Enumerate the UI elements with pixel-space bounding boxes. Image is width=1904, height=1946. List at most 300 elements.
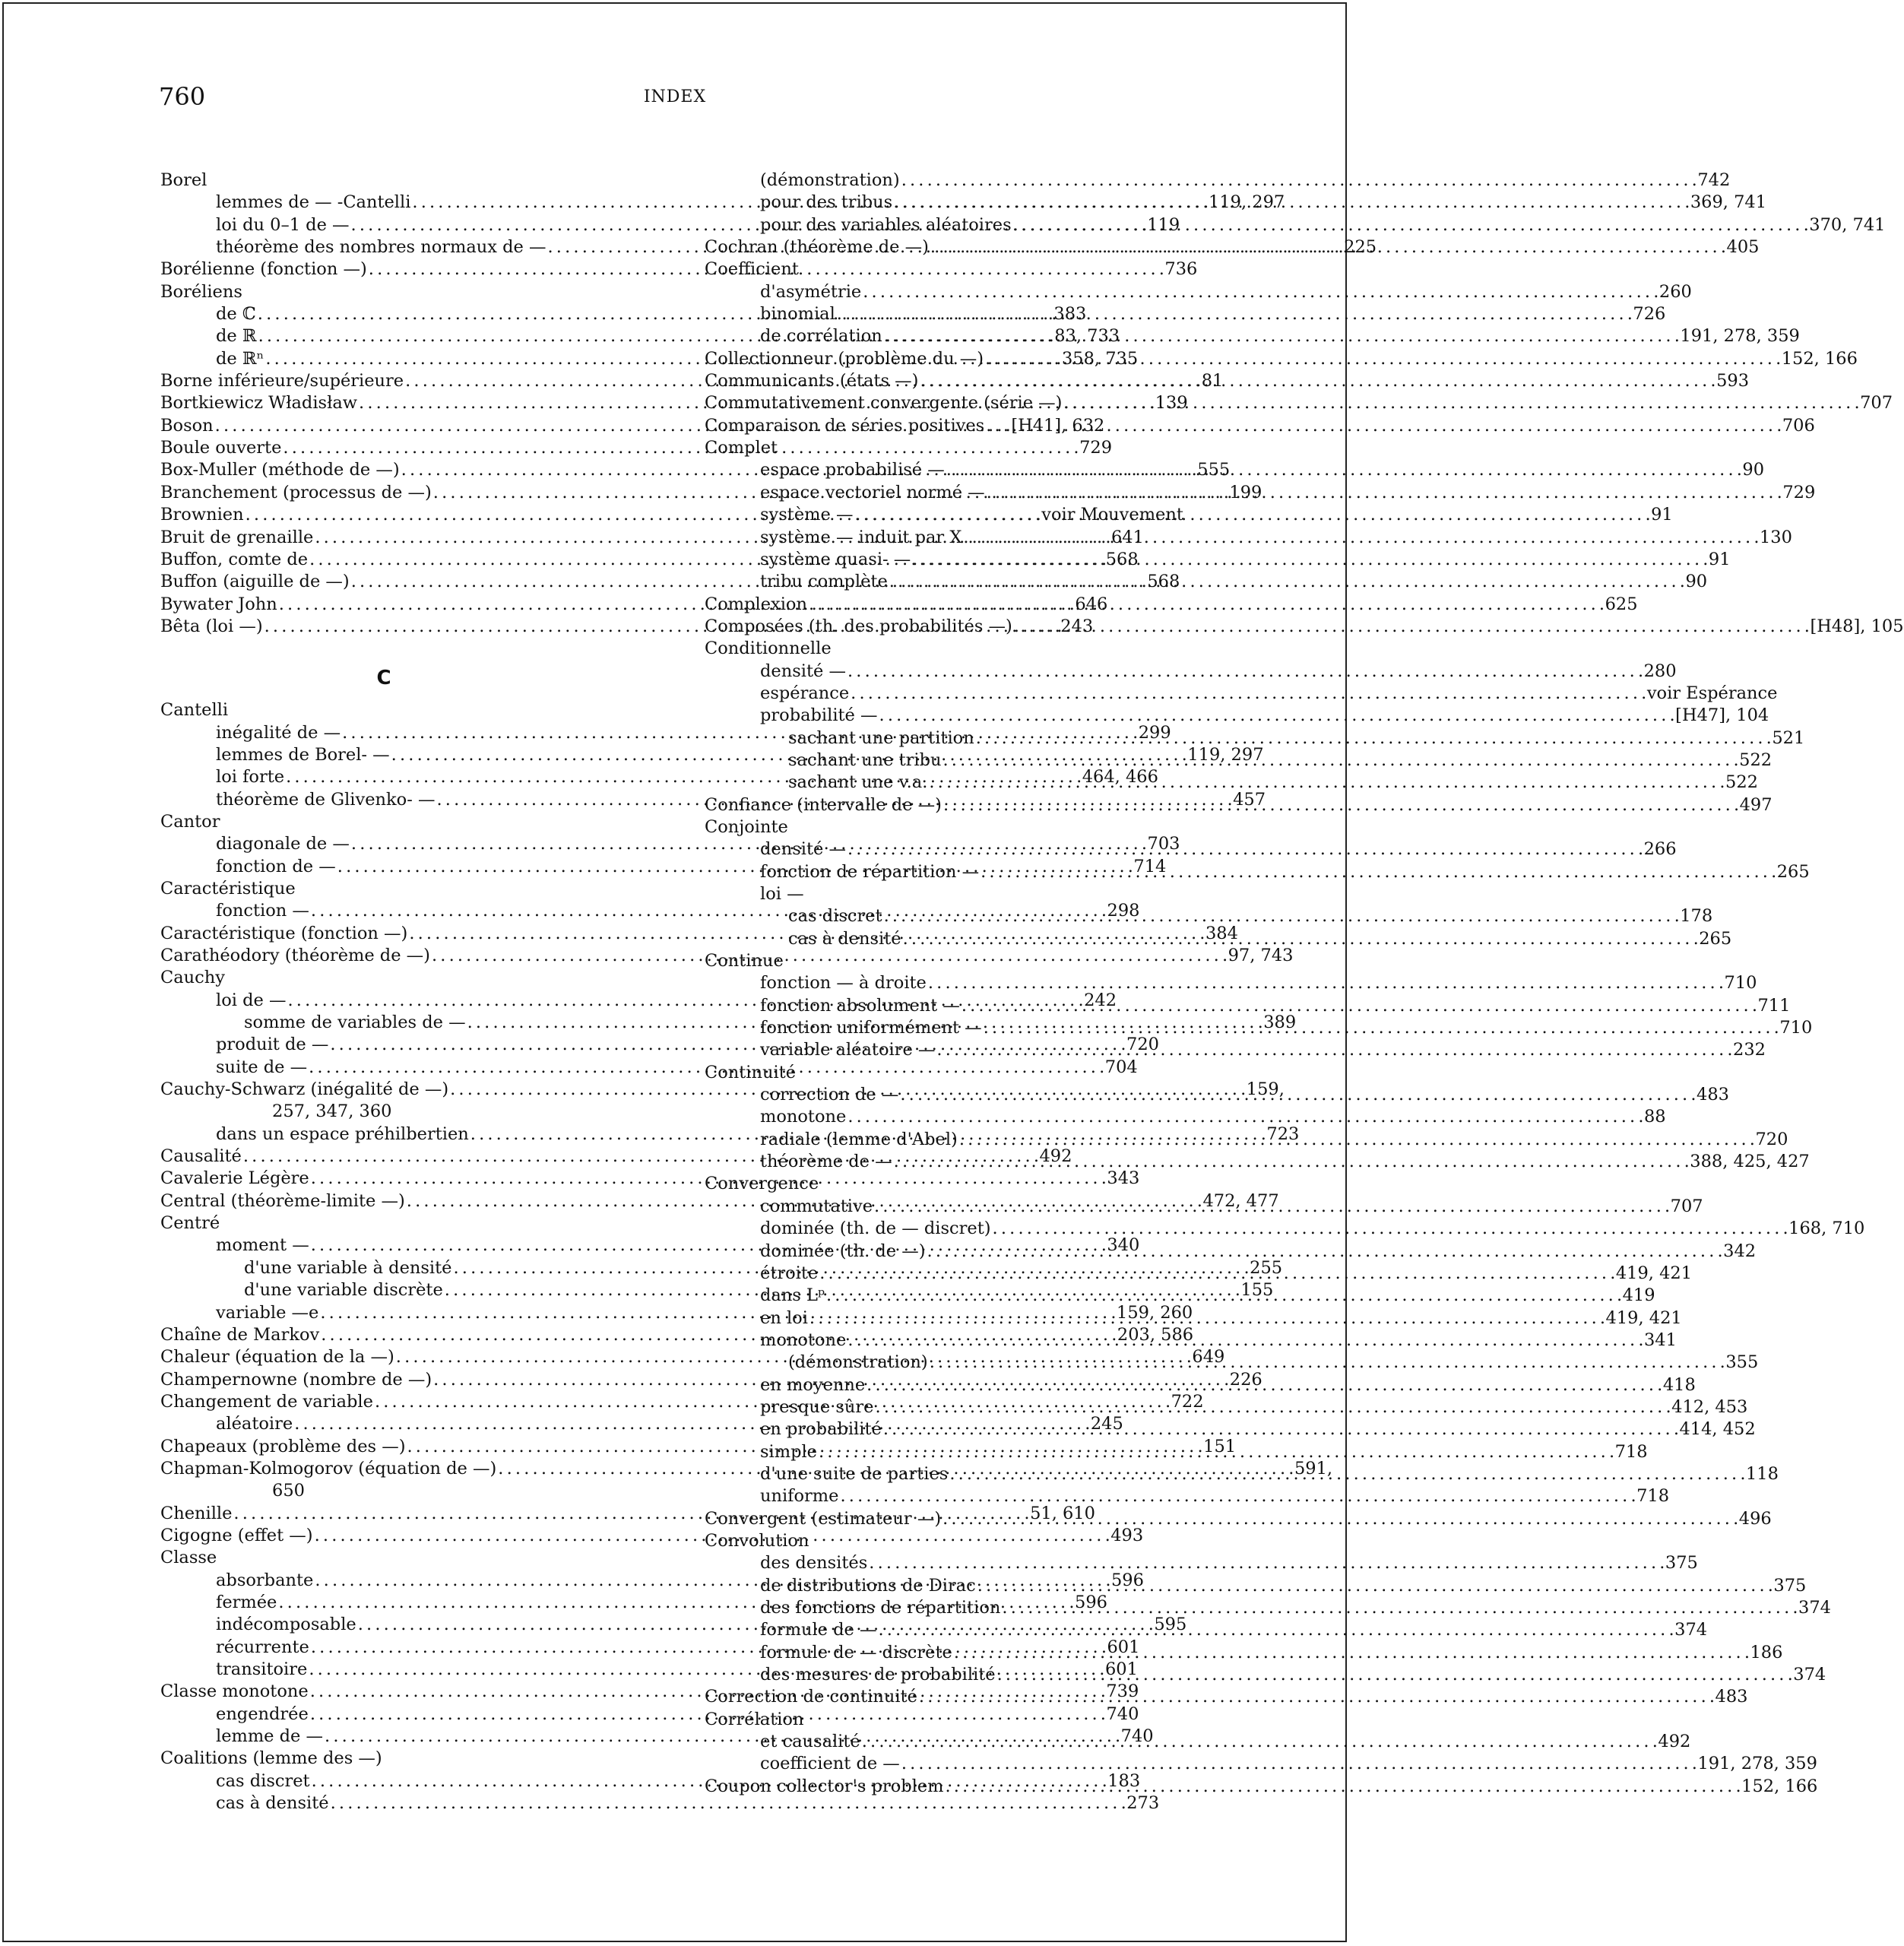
index-entry-pages: 522 [1725,772,1758,793]
index-entry-pages: 118 [1745,1463,1779,1484]
index-entry-term: Collectionneur (problème du —) [705,348,984,369]
index-entry-term: espace probabilisé — [760,460,945,480]
index-entry-pages: 299 [1138,722,1171,743]
dot-leader [993,1218,1788,1240]
index-entry-pages: 88 [1643,1107,1666,1127]
dot-leader [987,482,1782,504]
dot-leader [981,861,1776,883]
index-entry-term: fonction de — [216,856,336,876]
index-entry-term: espace vectoriel normé — [760,482,985,502]
index-entry [705,616,1904,638]
index-entry-pages: 119 [1147,214,1180,235]
index-entry [705,1575,1807,1597]
index-entry-pages: 706 [1782,415,1815,436]
index-entry-pages: 464, 466 [1082,767,1158,788]
dot-leader [930,236,1725,258]
index-entry-term: système — induit par X [760,527,962,547]
index-entry-pages: 341 [1643,1330,1677,1350]
index-entry-term: tribu complète [760,572,888,592]
dot-leader [866,1374,1662,1396]
index-entry-term: Cochran (théorème de —) [705,237,929,258]
index-entry-term: Chaleur (équation de la —) [160,1347,394,1368]
index-entry-pages: 483 [1715,1687,1748,1707]
index-entry-term: d'une variable à densité [244,1257,452,1278]
index-entry-term: formule de — discrète [760,1642,952,1662]
index-entry-term: lemmes de Borel- — [216,744,390,765]
index-entry-term: lemmes de — -Cantelli [216,192,411,213]
index-entry-term: Buffon, comte de [160,549,309,569]
dot-leader [942,1508,1738,1530]
index-entry-term: Carathéodory (théorème de —) [160,946,430,965]
index-entry [160,1480,607,1502]
index-entry [705,170,1731,192]
index-entry-term: monotone [760,1330,847,1350]
index-entry [705,1597,1831,1619]
index-entry-pages: 255 [1250,1257,1283,1278]
index-entry [705,1485,1670,1507]
index-entry-pages: 711 [1757,995,1791,1016]
index-entry [705,415,1815,437]
dot-leader [943,794,1738,816]
index-entry-pages: 243 [1060,616,1094,636]
index-entry-term: radiale (lemme d'Abel) [760,1129,958,1149]
index-entry-term: Cantor [160,811,220,832]
index-entry [160,1792,1160,1814]
index-entry-pages: 601 [1104,1659,1138,1679]
index-entry [705,995,1791,1017]
index-entry-term: sachant une v.a. [788,772,928,793]
index-entry-term: Convolution [705,1530,809,1551]
index-entry-term: (démonstration) [760,170,900,190]
index-entry-pages: 375 [1773,1575,1807,1596]
index-entry-term: absorbante [216,1570,314,1590]
index-entry-pages: [H47], 104 [1675,705,1769,726]
index-entry-term: lemme de — [216,1726,324,1747]
index-entry [705,325,1800,347]
index-entry-pages: 139 [1155,393,1188,414]
index-entry-term: Cauchy [160,968,225,988]
index-entry-pages: 405 [1726,237,1760,258]
index-entry-pages: 374 [1793,1665,1826,1685]
index-entry-pages: 729 [1782,482,1816,502]
dot-leader [986,415,1781,437]
index-entry-pages: 374 [1798,1598,1831,1618]
index-entry-term: Changement de variable [160,1391,373,1412]
dot-leader [847,1330,1643,1352]
index-entry-term: Centré [160,1213,220,1234]
index-entry [705,303,1666,325]
index-entry-term: dans Lᵖ [760,1285,825,1306]
index-entry-term: fermée [216,1592,277,1612]
index-entry-term: moment — [216,1235,309,1256]
index-entry [705,1753,1817,1775]
index-entry-pages: 710 [1724,973,1757,994]
index-entry-term: fonction — à droite [760,973,927,994]
index-entry-pages: 472, 477 [1202,1190,1279,1211]
index-entry-term: binomial [760,304,835,325]
index-entry [705,1664,1826,1686]
dot-leader [954,1642,1749,1664]
dot-leader [901,1753,1696,1775]
index-entry-term: fonction de répartition — [760,861,980,882]
index-entry-term: pour des tribus [760,192,893,213]
index-entry-term: en probabilité [760,1419,882,1440]
index-entry-term: indécomposable [216,1615,356,1635]
index-entry-pages: voir Espérance [1646,683,1778,703]
index-entry-pages: 707 [1670,1196,1703,1216]
index-entry-term: de ℝ [216,326,257,347]
dot-leader [847,838,1643,860]
index-entry [705,683,1778,705]
index-entry-term: dominée (th. de —) [760,1241,926,1261]
index-entry-pages: 374 [1674,1620,1708,1640]
index-entry-term: Caractéristique (fonction —) [160,923,408,943]
dot-leader [879,705,1674,727]
index-entry-term: cas discret [788,906,882,927]
index-entry-term: d'une variable discrète [244,1280,443,1301]
index-entry-term: théorème des nombres normaux de — [216,237,546,258]
index-entry-pages: 51, 610 [1030,1503,1095,1523]
index-entry [160,699,607,721]
dot-leader [884,905,1679,927]
index-entry-pages: 496 [1738,1508,1772,1529]
index-entry-term: Bruit de grenaille [160,527,314,547]
index-entry-term: variable aléatoire — [760,1040,936,1060]
index-entry-term: cas à densité [216,1793,329,1814]
index-entry-term: engendrée [216,1704,309,1724]
dot-leader [863,281,1658,303]
index-entry-pages: 707 [1860,393,1893,414]
index-entry-term: sachant une tribu [788,750,942,770]
index-entry-pages: 97, 743 [1228,946,1294,965]
index-entry-term: simple [760,1441,817,1462]
index-entry [705,527,1792,549]
dot-leader [946,459,1741,481]
index-entry-term: loi du 0–1 de — [216,214,350,235]
index-entry-pages: 493 [1110,1525,1144,1545]
index-entry-term: Continue [705,951,784,971]
index-entry [705,1642,1783,1664]
index-entry-term: Convergence [705,1174,819,1194]
index-entry-pages: 199 [1229,482,1262,502]
index-entry-term: Cantelli [160,700,229,721]
index-entry-term: uniforme [760,1486,839,1507]
dot-leader [819,1441,1614,1463]
index-entry-pages: voir Mouvement [1041,505,1183,525]
dot-leader [977,1575,1773,1597]
index-entry [705,816,1152,838]
index-entry [705,1686,1748,1708]
index-entry-term: Confiance (intervalle de —) [705,794,942,815]
running-head: INDEX [643,87,707,106]
index-entry [160,811,607,833]
index-entry-term: espérance [760,683,850,703]
index-entry-pages: 358, 735 [1061,348,1139,369]
index-entry [705,1062,1152,1084]
index-entry-pages: 186 [1750,1642,1783,1662]
index-entry-term: Boule ouverte [160,438,282,458]
index-entry [160,1547,607,1569]
index-entry-pages: 568 [1147,572,1180,592]
dot-leader [847,661,1643,683]
index-entry-pages: 225 [1344,237,1377,258]
index-entry-term: Cigogne (effet —) [160,1525,313,1545]
dot-leader [847,1106,1643,1128]
dot-leader [862,1731,1657,1753]
index-entry-pages: 90 [1685,572,1708,592]
index-entry [705,594,1638,616]
index-entry-term: (démonstration) [788,1352,928,1373]
index-entry-term: cas discret [216,1770,310,1791]
index-entry-term: système quasi- — [760,549,911,569]
index-entry-pages: 151 [1203,1436,1237,1456]
index-entry-pages: 191, 278, 359 [1680,326,1800,347]
index-entry-term: et causalité [760,1732,860,1752]
index-entry-term: variable —e [216,1302,319,1323]
index-entry-term: suite de — [216,1057,308,1077]
dot-leader [1002,1597,1797,1619]
index-entry-pages: 369, 741 [1690,192,1767,213]
index-entry-term: 650 [272,1481,305,1501]
index-entry-term: Conjointe [705,816,788,837]
dot-leader [984,1017,1779,1039]
dot-leader [919,1686,1714,1708]
index-entry-term: Commutativement convergente (série —) [705,393,1063,414]
index-entry-pages: 742 [1697,170,1731,190]
index-entry-pages: 641 [1110,527,1144,547]
index-entry-pages: 159, [1246,1079,1285,1100]
index-entry-term: Correction de continuité [705,1687,917,1707]
index-entry [705,1508,1772,1530]
index-entry-pages: 203, 586 [1117,1324,1194,1345]
index-entry-term: Borne inférieure/supérieure [160,371,404,391]
index-entry [160,878,607,900]
index-entry-pages: 718 [1614,1441,1648,1462]
index-entry-term: de ℂ [216,304,256,325]
index-entry-pages: [H41], 632 [1011,415,1105,436]
index-entry-pages: 522 [1739,750,1773,770]
index-entry-term: Champernowne (nombre de —) [160,1369,432,1390]
index-entry-pages: 596 [1110,1570,1144,1590]
index-entry [160,1212,607,1234]
index-entry-term: Cauchy-Schwarz (inégalité de —) [160,1079,449,1100]
index-entry-term: transitoire [216,1659,308,1679]
index-entry-term: produit de — [216,1035,329,1055]
dot-leader [976,727,1771,750]
index-entry-pages: 722 [1171,1391,1204,1412]
index-entry-pages: 130 [1759,527,1792,547]
index-entry [160,1748,607,1770]
index-entry-term: dans un espace préhilbertien [216,1124,469,1144]
dot-leader [1014,616,1809,638]
index-entry-term: Chapman-Kolmogorov (équation de —) [160,1458,497,1479]
index-entry-term: des mesures de probabilité [760,1665,996,1685]
index-entry-term: diagonale de — [216,834,350,854]
index-entry-term: étroite [760,1263,819,1283]
index-entry-term: fonction uniformément — [760,1018,982,1038]
index-entry-term: récurrente [216,1637,309,1657]
dot-leader [854,504,1649,526]
index-entry-pages: 91 [1651,505,1673,525]
index-entry [160,967,607,989]
dot-leader [837,303,1632,325]
index-entry-pages: 646 [1075,594,1108,614]
index-entry-term: correction de — [760,1085,899,1105]
dot-leader [936,1039,1731,1061]
index-entry-term: Continuité [705,1062,797,1082]
index-entry [705,1106,1666,1128]
index-entry-term: Conditionnelle [705,639,832,659]
index-entry [705,883,1152,905]
section-spacer [160,638,607,653]
index-entry-term: fonction — [216,901,309,921]
index-entry-pages: 720 [1755,1129,1788,1149]
index-entry-pages: 723 [1266,1124,1300,1144]
dot-leader [879,1619,1674,1641]
index-entry-pages: 383 [1053,304,1087,325]
index-entry-pages: 355 [1725,1352,1759,1373]
index-entry [705,772,1758,794]
index-entry-pages: 119, 297 [1187,744,1264,765]
index-entry [705,258,1152,280]
index-entry [705,1731,1691,1753]
index-entry-pages: [H48], 105 [1810,616,1904,636]
index-entry-term: Chaîne de Markov [160,1324,320,1345]
dot-leader [894,1151,1689,1173]
index-entry-pages: 168, 710 [1788,1219,1865,1239]
index-entry-term: Classe [160,1548,217,1568]
index-entry-pages: 155 [1240,1280,1274,1301]
index-entry-pages: 492 [1658,1732,1691,1752]
index-entry-pages: 601 [1107,1637,1140,1657]
index-entry-pages: 703 [1147,834,1180,854]
index-entry-term: 257, 347, 360 [272,1101,392,1122]
index-entry-term: d'asymétrie [760,281,862,302]
index-entry [705,1552,1698,1574]
index-entry-pages: 388, 425, 427 [1690,1152,1810,1172]
index-entry-term: densité — [760,661,846,681]
index-entry [160,281,607,303]
index-entry-term: Coupon collector's problem [705,1776,944,1796]
index-entry-pages: 342 [1723,1241,1757,1261]
index-entry-pages: 593 [1716,371,1750,391]
index-entry-pages: 595 [1154,1615,1187,1635]
index-entry-pages: 273 [1126,1793,1160,1814]
dot-leader [949,1463,1744,1485]
dot-leader [876,1396,1671,1418]
index-entry-term: monotone [760,1107,847,1127]
index-entry-term: Coefficient [705,259,799,280]
index-entry-term: Chenille [160,1503,233,1523]
index-entry-pages: 191, 278, 359 [1697,1754,1817,1774]
dot-leader [826,1285,1621,1307]
index-entry-pages: 483 [1696,1085,1729,1105]
dot-leader [997,1664,1792,1686]
index-entry-term: presque sûre [760,1396,874,1417]
index-entry-pages: 625 [1605,594,1638,614]
index-entry-pages: 183 [1107,1770,1141,1791]
index-entry-term: cas à densité [788,928,901,949]
dot-leader [851,683,1646,705]
index-entry [160,170,607,192]
index-entry-term: somme de variables de — [244,1013,466,1033]
index-entry [705,950,1152,972]
dot-leader [959,1129,1754,1151]
index-entry-pages: 736 [1164,259,1198,280]
index-entry-term: sachant une partition [788,727,974,748]
index-entry-term: Composées (th. des probabilités —) [705,616,1012,636]
index-entry-pages: 90 [1742,460,1765,480]
index-entry-pages: 375 [1665,1553,1698,1574]
dot-leader [884,325,1679,347]
dot-leader [945,1776,1740,1798]
index-entry-pages: 555 [1197,460,1231,480]
dot-leader [809,1307,1605,1330]
page-number: 760 [159,82,206,111]
index-entry [705,661,1677,683]
index-entry [705,348,1858,370]
index-entry-term: Borélienne (fonction —) [160,259,367,280]
index-entry-pages: 729 [1079,438,1113,458]
index-entry-term: formule de — [760,1620,877,1640]
index-entry-term: Causalité [160,1146,242,1167]
index-entry-term: aléatoire [216,1414,293,1434]
index-entry-term: Cavalerie Légère [160,1168,309,1189]
index-entry [705,1776,1818,1798]
index-entry-pages: 739 [1106,1681,1139,1702]
index-entry-pages: 232 [1733,1040,1766,1060]
index-entry-term: en moyenne [760,1374,866,1395]
dot-leader [809,594,1604,616]
index-entry-pages: 83, 733 [1054,326,1120,347]
index-entry-pages: 568 [1105,549,1139,569]
index-entry [160,1101,607,1123]
dot-leader [962,995,1757,1017]
dot-leader [963,527,1758,549]
index-entry-pages: 497 [1739,794,1773,815]
index-entry-pages: 298 [1107,901,1140,921]
dot-leader [929,772,1724,794]
index-entry-pages: 412, 453 [1671,1396,1748,1417]
index-entry-term: des densités [760,1553,868,1574]
index-entry-term: de corrélation [760,326,882,347]
index-entry-pages: 591, [1294,1458,1333,1479]
index-entry-pages: 457 [1233,789,1266,810]
index-entry-pages: 384 [1205,923,1238,943]
index-entry-pages: 245 [1090,1414,1123,1434]
dot-leader [1063,392,1858,414]
index-entry-term: Boréliens [160,281,242,302]
index-entry-term: Classe monotone [160,1681,309,1702]
index-entry [705,1039,1766,1061]
index-entry-pages: 726 [1633,304,1666,325]
index-entry-term: Borel [160,170,208,190]
index-entry-pages: 714 [1133,856,1167,876]
index-entry-pages: 419, 421 [1605,1307,1682,1328]
section-letter: C [376,667,391,690]
dot-leader [869,1552,1664,1574]
index-entry-term: Chapeaux (problème des —) [160,1436,406,1456]
dot-leader [901,170,1696,192]
index-entry-term: Boson [160,415,214,436]
index-entry-term: loi forte [216,767,285,788]
index-entry-term: théorème de — [760,1152,892,1172]
index-entry-term: Bywater John [160,594,277,614]
index-entry-pages: 260 [1658,281,1692,302]
index-entry-term: Corrélation [705,1709,804,1729]
index-entry-pages: 740 [1120,1726,1154,1747]
dot-leader [903,928,1698,950]
